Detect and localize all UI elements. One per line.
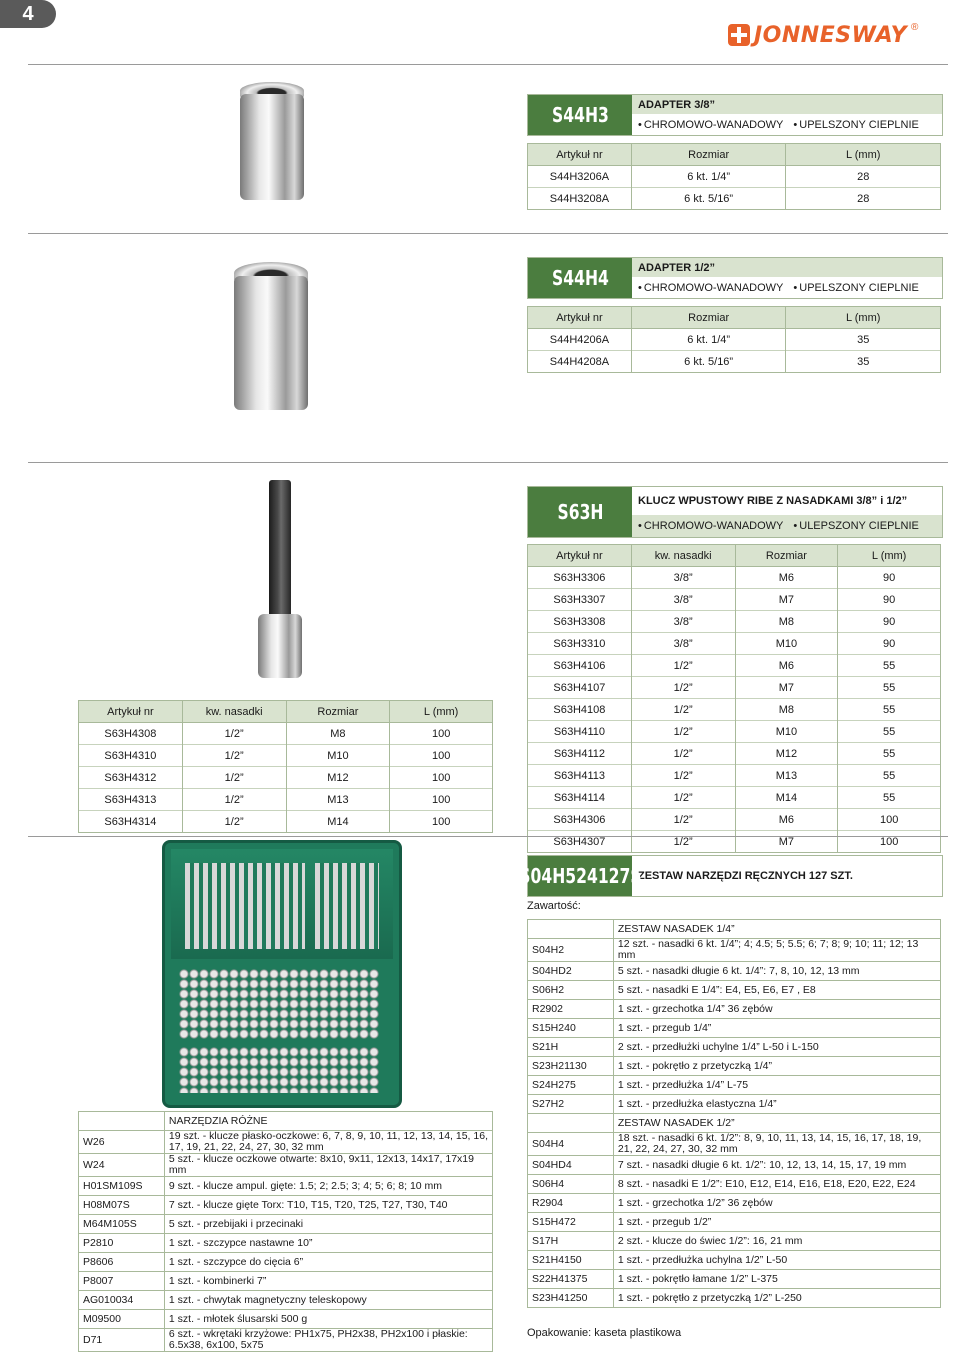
table-cell: 6 kt. 1/4” xyxy=(631,166,786,188)
table-cell: M10 xyxy=(735,721,838,743)
table-cell: 1/2” xyxy=(631,831,735,853)
item-code: P8007 xyxy=(79,1272,165,1291)
registered-mark: ® xyxy=(911,22,919,33)
s44h3-feature: • CHROMOWO-WANADOWY xyxy=(638,119,783,131)
table-cell: 1/2” xyxy=(182,767,286,789)
column-header: L (mm) xyxy=(786,307,941,329)
table-cell: 55 xyxy=(838,699,941,721)
table-cell: 90 xyxy=(838,611,941,633)
brand-cross-icon xyxy=(728,24,750,46)
item-description: 1 szt. - przedłużka uchylna 1/2” L-50 xyxy=(613,1251,940,1270)
table-cell: 55 xyxy=(838,721,941,743)
item-code: M09500 xyxy=(79,1310,165,1329)
table-row xyxy=(79,1131,493,1154)
item-code: S23H41250 xyxy=(528,1289,614,1308)
s44h3-table xyxy=(527,143,941,210)
table-cell: M12 xyxy=(286,767,390,789)
item-description: 1 szt. - pokrętło z przetyczką 1/2” L-250 xyxy=(613,1289,940,1308)
table-row xyxy=(528,1038,941,1057)
table-row xyxy=(528,633,941,655)
item-description: 5 szt. - klucze oczkowe otwarte: 8x10, 9x11, 12x13, 14x17, 17x19 mm xyxy=(164,1154,492,1177)
page-number-tab xyxy=(0,0,56,28)
table-row xyxy=(528,787,941,809)
table-cell: M12 xyxy=(735,743,838,765)
item-description: 6 szt. - wkrętaki krzyżowe: PH1x75, PH2x38, PH2x100 i płaskie: 6.5x38, 6x100, 5x75 xyxy=(164,1329,492,1352)
item-description: 5 szt. - nasadki E 1/4”: E4, E5, E6, E7 , E8 xyxy=(613,981,940,1000)
table-row xyxy=(528,1095,941,1114)
item-description: 1 szt. - przegub 1/4” xyxy=(613,1019,940,1038)
table-cell: 90 xyxy=(838,567,941,589)
table-cell: S63H4312 xyxy=(79,767,183,789)
table-row xyxy=(79,1272,493,1291)
item-code: AG010034 xyxy=(79,1291,165,1310)
bit-shaft-icon xyxy=(269,480,291,620)
table-cell: S63H3306 xyxy=(528,567,632,589)
item-description: 1 szt. - kombinerki 7” xyxy=(164,1272,492,1291)
table-cell: 55 xyxy=(838,787,941,809)
table-cell: 35 xyxy=(786,329,941,351)
ribe-bit-socket-image xyxy=(256,480,304,680)
item-code: S15H472 xyxy=(528,1213,614,1232)
table-row xyxy=(528,962,941,981)
table-row xyxy=(528,589,941,611)
table-cell: S63H3307 xyxy=(528,589,632,611)
table-row xyxy=(528,1270,941,1289)
table-row xyxy=(528,1232,941,1251)
socket-body-icon xyxy=(258,614,302,678)
s63h-feature: • ULEPSZONY CIEPLNIE xyxy=(793,520,918,532)
s44h4-feature: • CHROMOWO-WANADOWY xyxy=(638,282,783,294)
item-code xyxy=(528,920,614,939)
item-description: 1 szt. - przegub 1/2” xyxy=(613,1213,940,1232)
table-row xyxy=(528,981,941,1000)
table-row xyxy=(79,811,493,833)
table-cell: 6 kt. 1/4” xyxy=(631,329,786,351)
table-cell: M6 xyxy=(735,809,838,831)
item-code: S17H xyxy=(528,1232,614,1251)
table-cell: 1/2” xyxy=(182,723,286,745)
s44h4-feature: • UPELSZONY CIEPLNIE xyxy=(793,282,918,294)
table-cell: S63H4314 xyxy=(79,811,183,833)
s44h4-header xyxy=(527,257,943,299)
item-code: S04H2 xyxy=(528,939,614,962)
table-cell: 28 xyxy=(786,188,941,210)
table-cell: 1/2” xyxy=(631,787,735,809)
column-header: Rozmiar xyxy=(286,701,390,723)
wrench-set-icon xyxy=(185,863,305,949)
table-cell: 1/2” xyxy=(631,655,735,677)
adapter-38-image xyxy=(238,82,306,202)
socket-set-icon xyxy=(179,969,379,1039)
table-row xyxy=(79,1234,493,1253)
table-row xyxy=(79,723,493,745)
s44h4-code: S44H4 xyxy=(528,258,632,298)
table-cell: 90 xyxy=(838,589,941,611)
column-header: Artykuł nr xyxy=(528,307,632,329)
table-cell: S63H4308 xyxy=(79,723,183,745)
item-description: 1 szt. - pokrętło z przetyczką 1/4” xyxy=(613,1057,940,1076)
item-description: 1 szt. - grzechotka 1/2” 36 zębów xyxy=(613,1194,940,1213)
section-divider xyxy=(28,233,948,234)
table-cell: M6 xyxy=(735,567,838,589)
item-code: S15H240 xyxy=(528,1019,614,1038)
item-description: 1 szt. - młotek ślusarski 500 g xyxy=(164,1310,492,1329)
item-code: S24H275 xyxy=(528,1076,614,1095)
table-header-row xyxy=(528,545,941,567)
table-row xyxy=(528,611,941,633)
s63h-title: KLUCZ WPUSTOWY RIBE Z NASADKAMI 3/8” i 1/2” xyxy=(632,487,942,515)
table-cell: 1/2” xyxy=(631,743,735,765)
table-cell: 1/2” xyxy=(631,765,735,787)
table-row xyxy=(528,1057,941,1076)
item-code: S21H xyxy=(528,1038,614,1057)
table-row xyxy=(528,721,941,743)
item-description: 9 szt. - klucze ampul. gięte: 1.5; 2; 2.5; 3; 4; 5; 6; 8; 10 mm xyxy=(164,1177,492,1196)
s44h3-feature: • UPELSZONY CIEPLNIE xyxy=(793,119,918,131)
table-header-row xyxy=(79,701,493,723)
column-header: kw. nasadki xyxy=(631,545,735,567)
kit-header xyxy=(518,855,943,897)
item-description: 1 szt. - szczypce nastawne 10” xyxy=(164,1234,492,1253)
kit-contents-table xyxy=(527,919,941,1308)
table-header-row xyxy=(528,144,941,166)
header-divider xyxy=(28,64,948,65)
item-code: S04H4 xyxy=(528,1133,614,1156)
table-row xyxy=(528,677,941,699)
item-code xyxy=(528,1114,614,1133)
s44h3-code: S44H3 xyxy=(528,95,632,135)
table-cell: 6 kt. 5/16” xyxy=(631,351,786,373)
kit-title: ZESTAW NARZĘDZI RĘCZNYCH 127 SZT. xyxy=(632,856,942,896)
item-code: W24 xyxy=(79,1154,165,1177)
adapter-12-image xyxy=(232,262,310,412)
table-row xyxy=(79,1310,493,1329)
section-heading: ZESTAW NASADEK 1/4” xyxy=(613,920,940,939)
table-cell: 1/2” xyxy=(182,745,286,767)
table-row xyxy=(528,1194,941,1213)
item-code: S04HD4 xyxy=(528,1156,614,1175)
table-row xyxy=(528,1213,941,1232)
table-cell: S63H4112 xyxy=(528,743,632,765)
item-code: P2810 xyxy=(79,1234,165,1253)
s63h-header xyxy=(527,486,943,538)
table-cell: 1/2” xyxy=(631,809,735,831)
table-row xyxy=(528,939,941,962)
table-cell: M8 xyxy=(735,699,838,721)
table-cell: S63H4310 xyxy=(79,745,183,767)
table-cell: 100 xyxy=(838,809,941,831)
table-row xyxy=(528,1076,941,1095)
table-cell: 1/2” xyxy=(182,789,286,811)
column-header: L (mm) xyxy=(390,701,493,723)
table-cell: S63H4313 xyxy=(79,789,183,811)
table-cell: 100 xyxy=(838,831,941,853)
item-code: S23H21130 xyxy=(528,1057,614,1076)
table-cell: M8 xyxy=(735,611,838,633)
table-cell: M7 xyxy=(735,589,838,611)
table-cell: S63H4113 xyxy=(528,765,632,787)
column-header: Rozmiar xyxy=(735,545,838,567)
item-description: 7 szt. - klucze gięte Torx: T10, T15, T20, T25, T27, T30, T40 xyxy=(164,1196,492,1215)
table-cell: 28 xyxy=(786,166,941,188)
s44h4-table xyxy=(527,306,941,373)
table-row xyxy=(79,1196,493,1215)
table-row xyxy=(528,699,941,721)
screwdriver-set-icon xyxy=(315,863,379,949)
item-description: 5 szt. - nasadki długie 6 kt. 1/4”: 7, 8, 10, 12, 13 mm xyxy=(613,962,940,981)
s63h-feature: • CHROMOWO-WANADOWY xyxy=(638,520,783,532)
table-row xyxy=(79,1215,493,1234)
brand-name: JONNESWAY xyxy=(754,22,907,48)
table-cell: M13 xyxy=(735,765,838,787)
s44h3-features xyxy=(632,114,942,135)
table-row xyxy=(528,567,941,589)
table-row xyxy=(528,1019,941,1038)
table-cell: 6 kt. 5/16” xyxy=(631,188,786,210)
table-cell: 100 xyxy=(390,723,493,745)
table-row xyxy=(528,1156,941,1175)
adapter-body-icon xyxy=(240,94,304,200)
table-row xyxy=(528,166,941,188)
column-header: L (mm) xyxy=(838,545,941,567)
item-code: P8606 xyxy=(79,1253,165,1272)
table-row xyxy=(528,1251,941,1270)
item-description: 19 szt. - klucze płasko-oczkowe: 6, 7, 8, 9, 10, 11, 12, 13, 14, 15, 16, 17, 19, 21, 22, 24, 27, 30, 32 mm xyxy=(164,1131,492,1154)
item-code: H01SM109S xyxy=(79,1177,165,1196)
item-description: 8 szt. - nasadki E 1/2”: E10, E12, E14, E16, E18, E20, E22, E24 xyxy=(613,1175,940,1194)
kit-code: S04H524127S xyxy=(528,856,632,896)
table-row xyxy=(79,1154,493,1177)
item-code: D71 xyxy=(79,1329,165,1352)
item-code: S22H41375 xyxy=(528,1270,614,1289)
table-cell: M8 xyxy=(286,723,390,745)
item-code: R2904 xyxy=(528,1194,614,1213)
column-header: Rozmiar xyxy=(631,144,786,166)
section-heading-row xyxy=(79,1112,493,1131)
kit-packaging: Opakowanie: kaseta plastikowa xyxy=(527,1327,682,1339)
table-cell: 3/8” xyxy=(631,567,735,589)
table-row xyxy=(528,1289,941,1308)
table-cell: M7 xyxy=(735,831,838,853)
brand-logo xyxy=(728,22,918,48)
table-cell: 3/8” xyxy=(631,589,735,611)
table-cell: S44H3208A xyxy=(528,188,632,210)
table-row xyxy=(79,1177,493,1196)
column-header: Artykuł nr xyxy=(528,144,632,166)
adapter-body-icon xyxy=(234,276,308,410)
table-cell: S63H4108 xyxy=(528,699,632,721)
table-cell: M13 xyxy=(286,789,390,811)
table-row xyxy=(528,765,941,787)
s44h3-header xyxy=(527,94,943,136)
column-header: Artykuł nr xyxy=(79,701,183,723)
item-description: 5 szt. - przebijaki i przecinaki xyxy=(164,1215,492,1234)
item-description: 1 szt. - chwytak magnetyczny teleskopowy xyxy=(164,1291,492,1310)
table-cell: 55 xyxy=(838,677,941,699)
section-heading: ZESTAW NASADEK 1/2” xyxy=(613,1114,940,1133)
table-cell: 3/8” xyxy=(631,611,735,633)
table-cell: M10 xyxy=(286,745,390,767)
table-cell: M10 xyxy=(735,633,838,655)
table-cell: 55 xyxy=(838,765,941,787)
item-code xyxy=(79,1112,165,1131)
table-row xyxy=(528,743,941,765)
s44h3-title: ADAPTER 3/8” xyxy=(632,95,942,114)
column-header: Rozmiar xyxy=(631,307,786,329)
table-cell: 100 xyxy=(390,745,493,767)
table-row xyxy=(528,655,941,677)
column-header: L (mm) xyxy=(786,144,941,166)
table-row xyxy=(528,831,941,853)
table-cell: 90 xyxy=(838,633,941,655)
item-description: 1 szt. - przedłużka elastyczna 1/4” xyxy=(613,1095,940,1114)
table-row xyxy=(79,1253,493,1272)
s63h-code: S63H xyxy=(528,487,632,537)
table-cell: 100 xyxy=(390,789,493,811)
table-row xyxy=(79,745,493,767)
item-description: 2 szt. - klucze do świec 1/2”: 16, 21 mm xyxy=(613,1232,940,1251)
table-cell: 100 xyxy=(390,767,493,789)
s44h4-features xyxy=(632,277,942,298)
column-header: kw. nasadki xyxy=(182,701,286,723)
table-cell: M14 xyxy=(735,787,838,809)
kit-tools-table xyxy=(78,1111,493,1352)
table-cell: S63H4107 xyxy=(528,677,632,699)
table-cell: S63H4114 xyxy=(528,787,632,809)
table-row xyxy=(528,351,941,373)
column-header: Artykuł nr xyxy=(528,545,632,567)
table-cell: S63H3308 xyxy=(528,611,632,633)
bit-set-icon xyxy=(179,1047,379,1093)
table-row xyxy=(79,1291,493,1310)
section-heading-row xyxy=(528,1114,941,1133)
table-row xyxy=(79,1329,493,1352)
table-cell: 55 xyxy=(838,655,941,677)
item-description: 1 szt. - grzechotka 1/4” 36 zębów xyxy=(613,1000,940,1019)
item-code: M64M105S xyxy=(79,1215,165,1234)
table-row xyxy=(79,789,493,811)
item-code: H08M07S xyxy=(79,1196,165,1215)
item-description: 7 szt. - nasadki długie 6 kt. 1/2”: 10, 12, 13, 14, 15, 17, 19 mm xyxy=(613,1156,940,1175)
section-heading: NARZĘDZIA RÓŻNE xyxy=(164,1112,492,1131)
item-code: S06H2 xyxy=(528,981,614,1000)
table-cell: S63H4106 xyxy=(528,655,632,677)
table-cell: 35 xyxy=(786,351,941,373)
table-cell: S63H4110 xyxy=(528,721,632,743)
table-cell: S44H4206A xyxy=(528,329,632,351)
item-code: S21H4150 xyxy=(528,1251,614,1270)
table-cell: S63H4306 xyxy=(528,809,632,831)
section-divider xyxy=(28,836,948,837)
kit-contents-label: Zawartość: xyxy=(527,900,581,912)
item-description: 18 szt. - nasadki 6 kt. 1/2”: 8, 9, 10, 11, 13, 14, 15, 16, 17, 18, 19, 21, 22, 24, 27, 30, 32 mm xyxy=(613,1133,940,1156)
item-code: S06H4 xyxy=(528,1175,614,1194)
table-row xyxy=(528,1133,941,1156)
table-cell: M6 xyxy=(735,655,838,677)
item-code: W26 xyxy=(79,1131,165,1154)
tool-kit-case-image xyxy=(162,840,402,1108)
table-cell: S44H4208A xyxy=(528,351,632,373)
s63h-table xyxy=(527,544,941,853)
page-number: 4 xyxy=(22,2,34,25)
table-cell: S63H4307 xyxy=(528,831,632,853)
table-cell: 3/8” xyxy=(631,633,735,655)
table-cell: 1/2” xyxy=(631,677,735,699)
table-cell: S44H3206A xyxy=(528,166,632,188)
table-row xyxy=(528,188,941,210)
s44h4-title: ADAPTER 1/2” xyxy=(632,258,942,277)
table-row xyxy=(79,767,493,789)
table-cell: 1/2” xyxy=(631,721,735,743)
s63h-features xyxy=(632,515,942,537)
table-cell: 100 xyxy=(390,811,493,833)
item-code: R2902 xyxy=(528,1000,614,1019)
section-heading-row xyxy=(528,920,941,939)
table-cell: M14 xyxy=(286,811,390,833)
table-header-row xyxy=(528,307,941,329)
table-cell: 1/2” xyxy=(631,699,735,721)
table-row xyxy=(528,1175,941,1194)
section-divider xyxy=(28,462,948,463)
item-code: S27H2 xyxy=(528,1095,614,1114)
item-description: 1 szt. - szczypce do cięcia 6” xyxy=(164,1253,492,1272)
item-description: 1 szt. - pokrętło łamane 1/2” L-375 xyxy=(613,1270,940,1289)
item-description: 12 szt. - nasadki 6 kt. 1/4”; 4; 4.5; 5; 5.5; 6; 7; 8; 9; 10; 11; 12; 13 mm xyxy=(613,939,940,962)
item-description: 1 szt. - przedłużka 1/4” L-75 xyxy=(613,1076,940,1095)
s63h-left-table xyxy=(78,700,493,833)
table-cell: 1/2” xyxy=(182,811,286,833)
table-cell: S63H3310 xyxy=(528,633,632,655)
table-cell: M7 xyxy=(735,677,838,699)
table-row xyxy=(528,1000,941,1019)
table-cell: 55 xyxy=(838,743,941,765)
item-description: 2 szt. - przedłużki uchylne 1/4” L-50 i L-150 xyxy=(613,1038,940,1057)
item-code: S04HD2 xyxy=(528,962,614,981)
table-row xyxy=(528,809,941,831)
table-row xyxy=(528,329,941,351)
